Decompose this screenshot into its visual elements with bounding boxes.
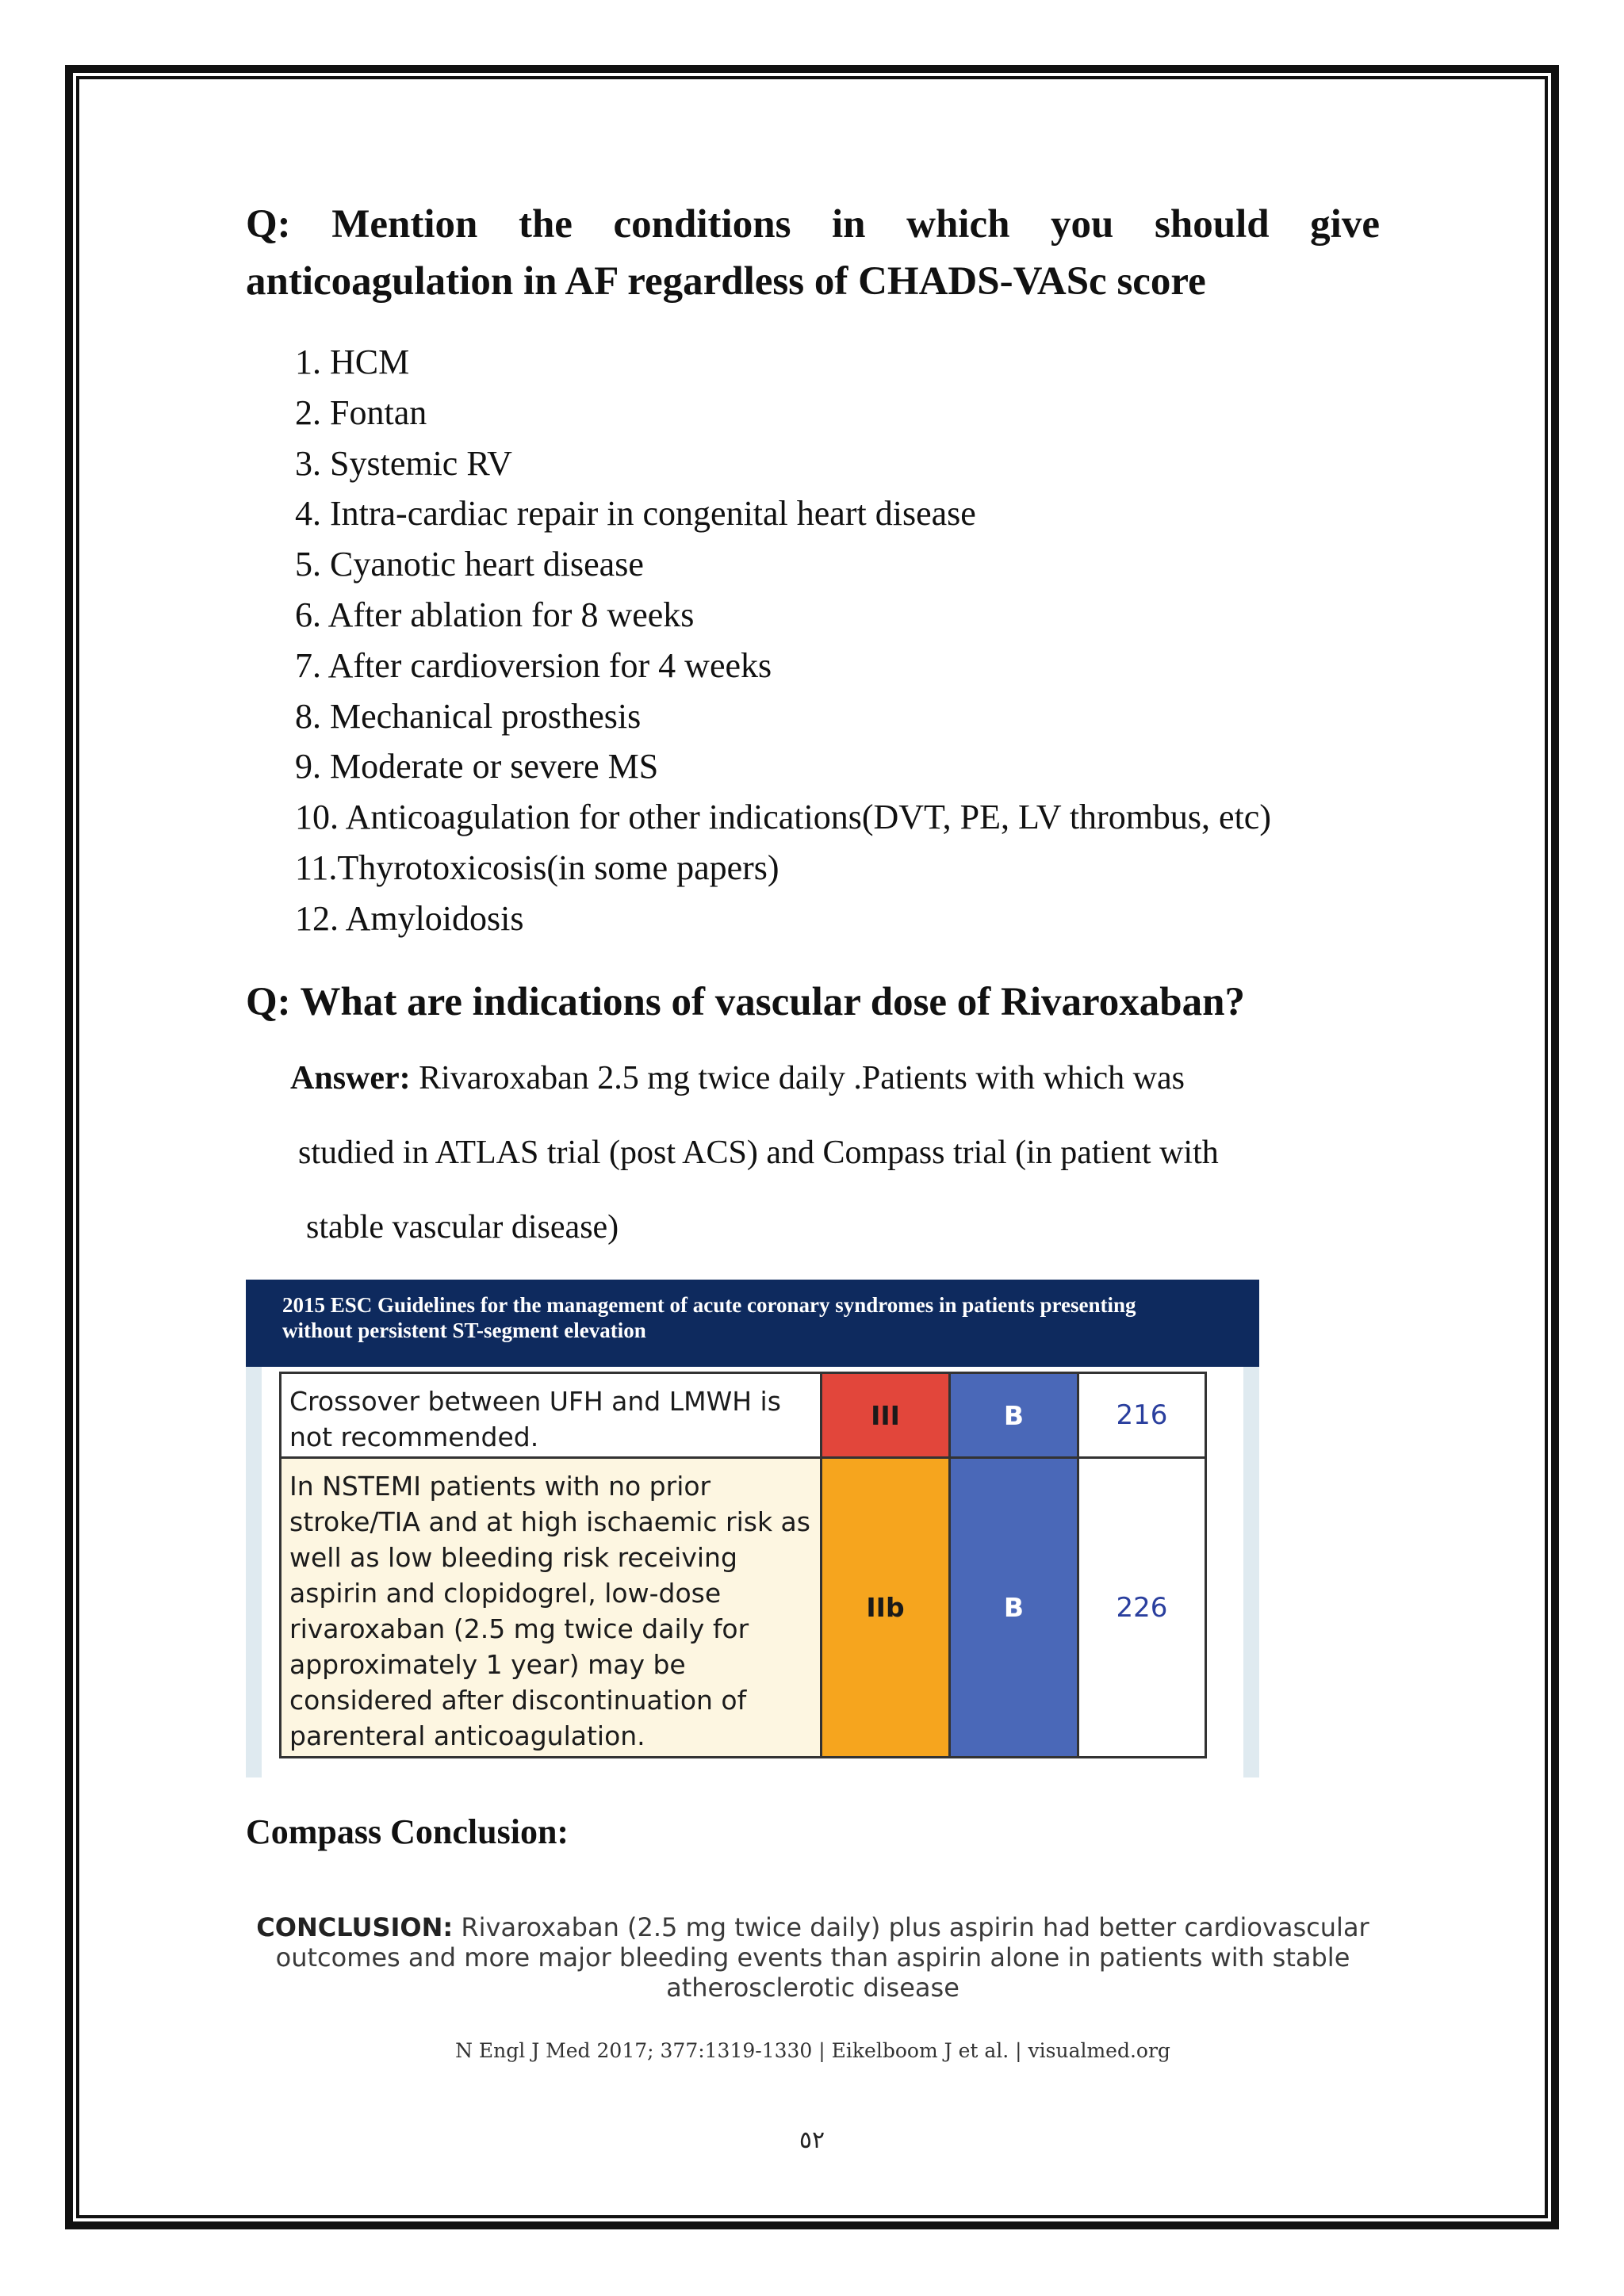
list-item: 7. After cardioversion for 4 weeks: [295, 645, 772, 685]
list-item: 8. Mechanical prosthesis: [295, 696, 642, 736]
conclusion-text: [246, 1912, 1380, 2003]
conclusion-label: CONCLUSION:: [256, 1912, 454, 1942]
list-item: 10. Anticoagulation for other indications(DVT, PE, LV thrombus, etc): [295, 798, 1271, 837]
recommendation-text: Crossover between UFH and LMWH is not recommended.: [282, 1374, 822, 1459]
answer-text-1: Rivaroxaban 2.5 mg twice daily .Patients with which was: [410, 1060, 1185, 1096]
recommendation-table: [279, 1372, 1207, 1758]
level-badge: B: [951, 1459, 1079, 1756]
guideline-header: [246, 1280, 1259, 1367]
list-item: 4. Intra-cardiac repair in congenital heart disease: [295, 494, 976, 534]
list-item: 9. Moderate or severe MS: [295, 747, 659, 786]
list-item: 6. After ablation for 8 weeks: [295, 595, 695, 634]
answer-line-2: studied in ATLAS trial (post ACS) and Compass trial (in patient with: [298, 1135, 1219, 1171]
list-item: 11.Thyrotoxicosis(in some papers): [295, 848, 779, 887]
guideline-header-line-1: 2015 ESC Guidelines for the management of acute coronary syndromes in patients presenting: [282, 1293, 1136, 1317]
reference-number: 216: [1079, 1374, 1205, 1459]
list-item: 1. HCM: [295, 342, 410, 381]
conditions-list: [295, 337, 1271, 944]
guideline-header-line-2: without persistent ST-segment elevation: [282, 1318, 646, 1342]
answer-line-1: [290, 1054, 1185, 1102]
list-item: 3. Systemic RV: [295, 443, 512, 483]
recommendation-text: In NSTEMI patients with no prior stroke/TIA and at high ischaemic risk as well as low bleeding risk receiving aspirin and clopidogrel, low-dose rivaroxaban (2.5 mg twice daily for approximately 1 year) may be considered after discontinuation of parenteral anticoagulation.: [282, 1459, 822, 1756]
class-badge: IIb: [822, 1459, 951, 1756]
conclusion-citation: N Engl J Med 2017; 377:1319-1330 | Eikelboom J et al. | visualmed.org: [455, 2039, 1170, 2062]
list-item: 5. Cyanotic heart disease: [295, 545, 644, 584]
compass-conclusion-heading: Compass Conclusion:: [246, 1812, 569, 1851]
reference-number: 226: [1079, 1459, 1205, 1756]
question-rivaroxaban-heading: Q: What are indications of vascular dose of Rivaroxaban?: [246, 980, 1245, 1024]
compass-conclusion-image: [246, 1887, 1380, 2093]
list-item: 12. Amyloidosis: [295, 898, 524, 938]
conclusion-body: Rivaroxaban (2.5 mg twice daily) plus aspirin had better cardiovascular outcomes and more major bleeding events than aspirin alone in patients with stable atherosclerotic disease: [275, 1912, 1369, 2003]
answer-line-3: stable vascular disease): [306, 1209, 619, 1246]
page-number: ٥٢: [799, 2126, 825, 2154]
question-anticoagulation-heading: Q: Mention the conditions in which you should give anticoagulation in AF regardless of CHADS-VASc score: [246, 202, 1380, 304]
class-badge: III: [822, 1374, 951, 1459]
esc-guidelines-image: [246, 1280, 1259, 1777]
answer-label: Answer:: [290, 1060, 411, 1096]
list-item: 2. Fontan: [295, 392, 427, 432]
level-badge: B: [951, 1374, 1079, 1459]
